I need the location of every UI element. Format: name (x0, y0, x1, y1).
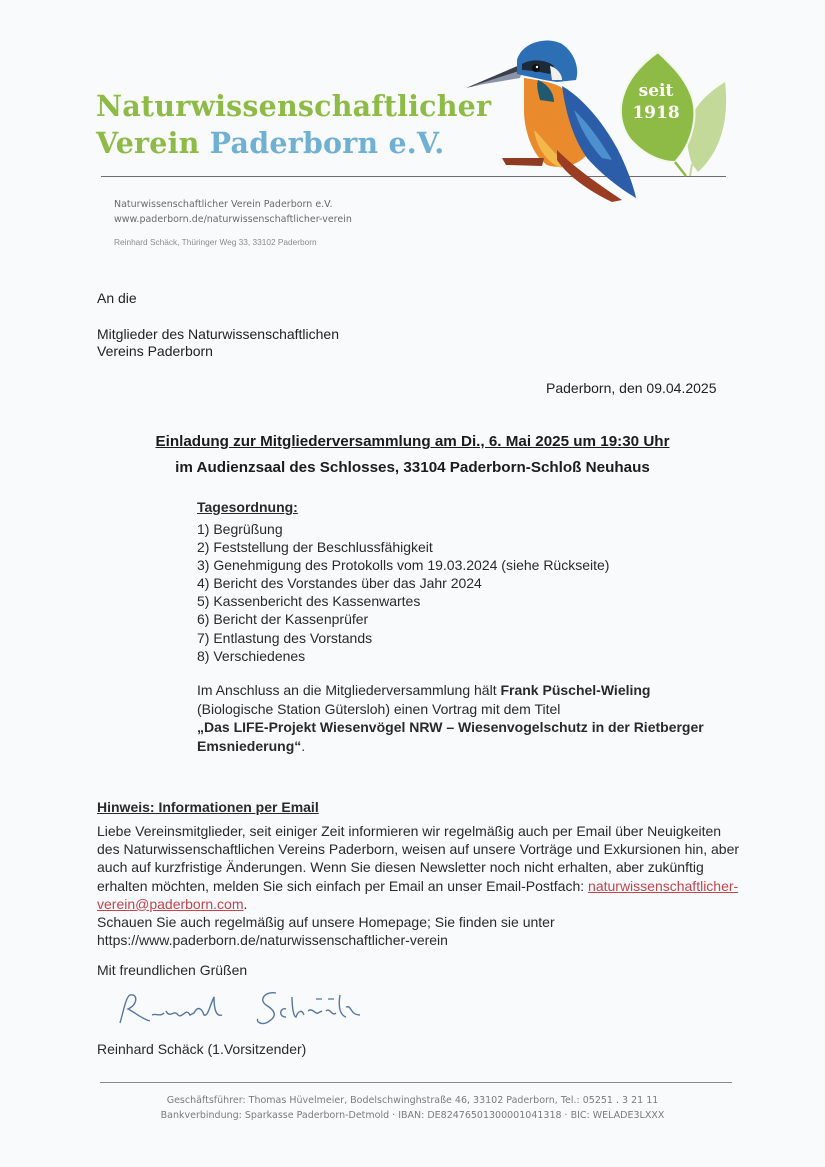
invitation-title: Einladung zur Mitgliederversammlung am Di., 6. Mai 2025 um 19:30 Uhr (155, 433, 670, 450)
recipient-line3: Vereins Paderborn (97, 343, 213, 359)
closing-greeting: Mit freundlichen Grüßen (97, 962, 248, 978)
leaf-icon (600, 44, 740, 178)
handwritten-signature-icon (116, 985, 376, 1035)
footer-line1: Geschäftsführer: Thomas Hüvelmeier, Bodelschwinghstraße 46, 33102 Paderborn, Tel.: 05251 . 3 21 11 (166, 1095, 659, 1106)
footer-line2: Bankverbindung: Sparkasse Paderborn-Detmold · IBAN: DE82476501300001041318 · BIC: WELADE3LXXX (160, 1110, 665, 1121)
sender-block (114, 197, 352, 227)
hint-paragraph (97, 822, 747, 949)
footer-divider (100, 1082, 732, 1083)
lecture-paragraph (197, 681, 737, 755)
agenda-item: 1) Begrüßung (197, 521, 283, 537)
hint-text: Liebe Vereinsmitglieder, seit einiger Zeit informieren wir regelmäßig auch per Email über Neuigkeiten des Naturwissenschaftlichen Vereins Paderborn, weisen auf unsere Vorträge und Exkursionen hin, aber auch auf kurzfristige Änderungen. Wenn Sie diesen Newsletter noch nicht erhalten, aber zukünftig erhalten möchten, melden Sie sich einfach per Email an unser Email-Postfach: (97, 823, 740, 894)
org-name-verein: Verein (96, 126, 200, 160)
sender-return-address: Reinhard Schäck, Thüringer Weg 33, 33102 Paderborn (114, 237, 317, 247)
recipient-line1: An die (97, 290, 137, 306)
agenda-item: 2) Feststellung der Beschlussfähigkeit (197, 539, 433, 556)
agenda-heading: Tagesordnung: (197, 499, 298, 515)
agenda-item: 3) Genehmigung des Protokolls vom 19.03.2024 (siehe Rückseite) (197, 557, 610, 574)
date-line: Paderborn, den 09.04.2025 (546, 380, 717, 396)
badge-line2: 1918 (632, 103, 680, 123)
agenda-list (197, 520, 609, 665)
lecture-intro: Im Anschluss an die Mitgliederversammlung hält (197, 682, 501, 698)
sender-web: www.paderborn.de/naturwissenschaftlicher-verein (114, 214, 352, 225)
signer-name: Reinhard Schäck (1.Vorsitzender) (97, 1041, 307, 1057)
letterhead-org-name (96, 88, 491, 162)
agenda-item: 8) Verschiedenes (197, 647, 306, 664)
agenda-item: 7) Entlastung des Vorstands (197, 629, 373, 646)
sender-org: Naturwissenschaftlicher Verein Paderborn e.V. (114, 199, 333, 210)
hint-heading: Hinweis: Informationen per Email (97, 799, 319, 815)
hint-text-end: . (243, 895, 248, 912)
lecture-end: . (301, 737, 306, 754)
hint-homepage-text: Schauen Sie auch regelmäßig auf unsere Homepage; Sie finden sie unter (97, 914, 555, 931)
org-name-paderborn: Paderborn e.V. (209, 126, 445, 160)
lecture-title: „Das LIFE-Projekt Wiesenvögel NRW – Wiesenvogelschutz in der Rietberger Emsniederung“ (197, 719, 704, 754)
badge-line1: seit (638, 81, 674, 101)
org-name-line1: Naturwissenschaftlicher (96, 89, 492, 123)
invitation-location: im Audienzsaal des Schlosses, 33104 Paderborn-Schloß Neuhaus (175, 459, 650, 476)
lecture-speaker: Frank Püschel-Wieling (500, 682, 651, 698)
agenda-item: 4) Bericht des Vorstandes über das Jahr 2024 (197, 575, 482, 592)
lecture-affiliation: (Biologische Station Gütersloh) einen Vortrag mit dem Titel (197, 700, 561, 717)
homepage-url: https://www.paderborn.de/naturwissenschaftlicher-verein (97, 932, 448, 949)
email-link[interactable]: naturwissenschaftlicher-verein@paderborn.com (97, 877, 739, 912)
recipient-line2: Mitglieder des Naturwissenschaftlichen (97, 326, 339, 342)
agenda-item: 6) Bericht der Kassenprüfer (197, 611, 369, 628)
agenda-item: 5) Kassenbericht des Kassenwartes (197, 593, 421, 610)
